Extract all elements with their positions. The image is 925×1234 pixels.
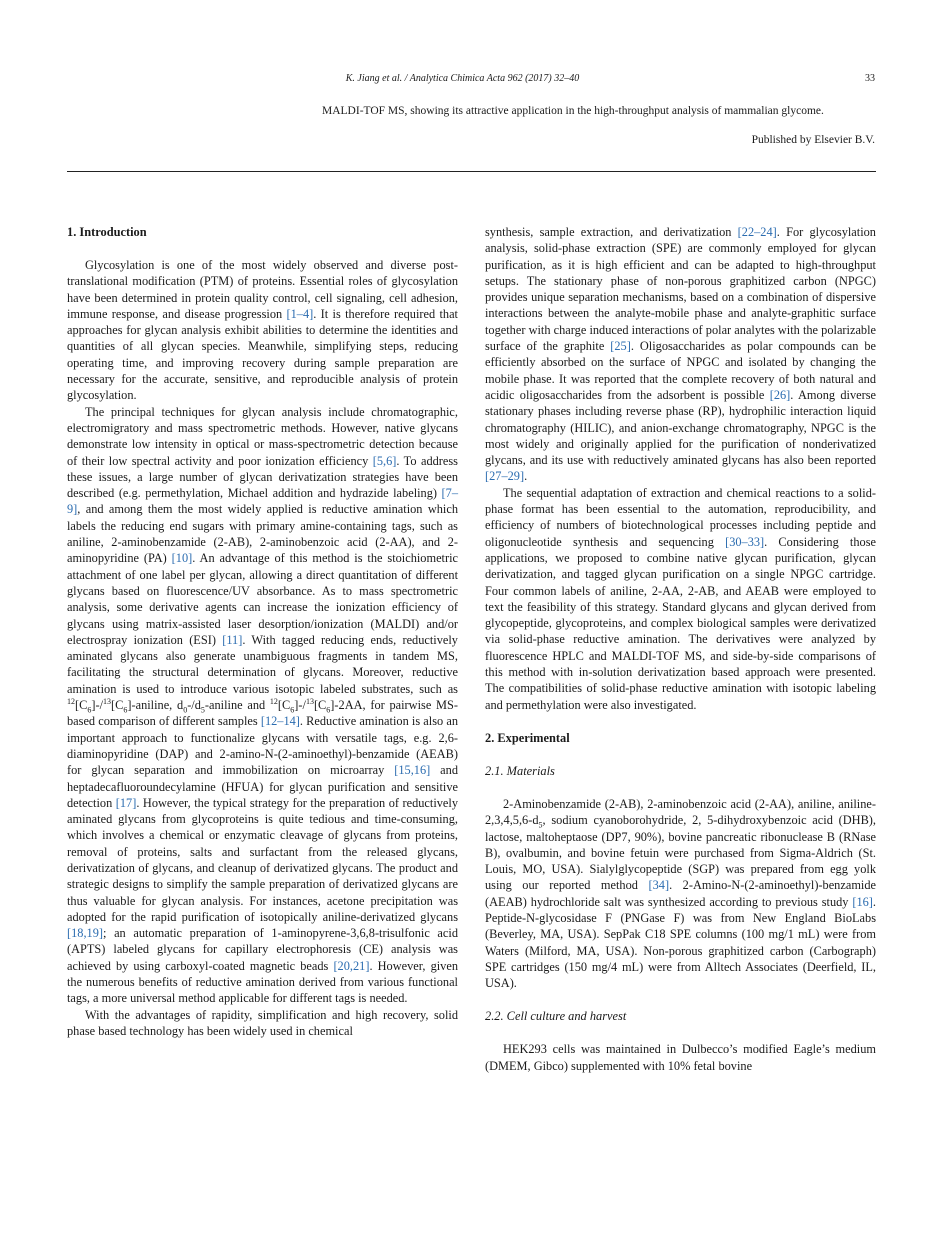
section-heading-experimental: 2. Experimental bbox=[485, 730, 570, 745]
text: -/ bbox=[298, 698, 306, 713]
text: . Reductive amination is also an important approach to functionalize glycans with versatile tags, e.g. 2,6-diaminopyridine (DAP) and 2-amino-N-(2-aminoethyl)-benzamide (AEAB) for glycan separation and immobilization on microarray bbox=[67, 714, 458, 778]
publisher-note: Published by Elsevier B.V. bbox=[751, 134, 875, 146]
subscript: 6 bbox=[326, 705, 331, 715]
superscript: 13 bbox=[103, 696, 112, 706]
citation-link[interactable]: [11] bbox=[222, 632, 243, 647]
abstract-tail: MALDI-TOF MS, showing its attractive application in the high-throughput analysis of mammalian glycome. bbox=[322, 105, 824, 117]
citation-link[interactable]: [16] bbox=[852, 894, 873, 909]
text: . 2-Amino-N-(2-aminoethyl)-benzamide (AEAB) hydrochloride salt was synthesized according to previous study bbox=[485, 878, 876, 909]
citation-link[interactable]: [30–33] bbox=[725, 534, 765, 549]
text: [C bbox=[75, 698, 88, 713]
text: The principal techniques for glycan analysis include chromatographic, electromigratory and mass spectrometric methods. However, native glycans demonstrate low intensity in optical or mass-spectrometric detection because of their low spectral activity and poor ionization efficiency bbox=[67, 404, 458, 468]
text: . To address these issues, a large number of glycan derivatization strategies have been described (e.g. permethylation, Michael addition and hydrazide labeling) bbox=[67, 453, 458, 501]
citation-link[interactable]: [22–24] bbox=[737, 225, 777, 239]
text: . With tagged reducing ends, reductively aminated glycans also generate unambiguous fragments in tandem MS, facilitating the structural determination of glycans. Moreover, reductive amination is used to introduce various isotopic labeled substrates, such as bbox=[67, 632, 458, 696]
text: [C bbox=[313, 698, 327, 713]
citation-link[interactable]: [18,19] bbox=[67, 926, 103, 941]
citation-link[interactable]: [27–29] bbox=[485, 469, 525, 484]
text: [C bbox=[277, 698, 291, 713]
text: ] bbox=[91, 698, 96, 713]
subscript: 0 bbox=[183, 705, 188, 715]
subscript: 5 bbox=[200, 705, 205, 715]
text: Glycosylation is one of the most widely observed and diverse post-translational modification (PTM) of proteins. Essential roles of glycosylation have been determined in protein quality control, cell signaling, cell adhesion, immune response, and disease progression bbox=[67, 258, 458, 321]
text: . Among diverse stationary phases including reverse phase (RP), hydrophilic interaction liquid chromatography (HILIC), and anion-exchange chromatography, NPGC is the most widely and originally applied for the purification of nonderivatized glycans, and its use with reductively aminated glycans has also been reported bbox=[485, 387, 876, 468]
text: , and among them the most widely applied is reductive amination which labels the reducing end sugars with primary amine-containing tags, such as aniline, 2-aminobenzamide (2-AB), 2-aminobenzoic acid (2-AA), and 2-aminopyridine (PA) bbox=[67, 502, 458, 566]
superscript: 12 bbox=[269, 696, 278, 706]
text: . Considering those applications, we proposed to combine native glycan purification, glycan derivatization, and tagged glycan purification on a single NPGC cartridge. Four common labels of aniline, 2-AA, 2-AB, and AEAB were employed to text the feasibility of this strategy. Standard glycans and glycan derived from glycopeptide, glycoproteins, and complex biological samples were derivatized via solid-phase reductive amination. The derivatives were analyzed by fluorescence HPLC and MALDI-TOF MS, and side-by-side comparisons of this method with in-solution derivatization based approach were presented. The compatibilities of solid-phase reductive amination with isotopic labeling and permethylation were also investigated. bbox=[485, 534, 876, 712]
text: -aniline and bbox=[204, 698, 270, 713]
text: synthesis, sample extraction, and derivatization bbox=[485, 225, 738, 239]
text: ; an automatic preparation of 1-aminopyrene-3,6,8-trisulfonic acid (APTS) labeled glycans for capillary electrophoresis (CE) analysis was achieved by using carboxyl-coated magnetic beads bbox=[67, 926, 458, 973]
header-divider bbox=[67, 171, 876, 172]
materials-paragraph bbox=[485, 796, 876, 992]
text: ] bbox=[127, 698, 132, 713]
citation-link[interactable]: [15,16] bbox=[394, 763, 431, 778]
citation-link[interactable]: [26] bbox=[769, 387, 791, 402]
subsection-heading-materials: 2.1. Materials bbox=[485, 763, 555, 778]
subscript: 5 bbox=[538, 820, 543, 830]
left-column bbox=[67, 224, 458, 1039]
citation-link[interactable]: [1–4] bbox=[286, 306, 314, 321]
text: ] bbox=[294, 698, 299, 713]
subscript: 6 bbox=[290, 705, 295, 715]
text: -/ bbox=[95, 698, 104, 713]
text: , sodium cyanoborohydride, 2, 5-dihydroxybenzoic acid (DHB), lactose, maltoheptaose (DP7, 90%), bovine pancreatic ribonuclease B (RNase B), ovalbumin, and bovine fetuin were purchased from Sigma-Aldrich (St. Louis, MO, USA). Sialylglycopeptide (SGP) was prepared from egg yolk using our reported method bbox=[485, 813, 876, 893]
text: . bbox=[524, 469, 528, 484]
text: [C bbox=[111, 698, 124, 713]
subscript: 6 bbox=[123, 705, 128, 715]
intro-paragraph-4 bbox=[485, 485, 876, 713]
intro-paragraph-1 bbox=[67, 257, 458, 404]
superscript: 13 bbox=[305, 696, 314, 706]
citation-link[interactable]: [12–14] bbox=[260, 714, 300, 729]
text: The sequential adaptation of extraction and chemical reactions to a solid-phase format has been essential to the automation, reproducibility, and efficiency of numbers of biotechnological processes including peptide and oligonucleotide synthesis and sequencing bbox=[485, 485, 876, 549]
subsection-heading-cell-culture: 2.2. Cell culture and harvest bbox=[485, 1009, 627, 1024]
text: -2AA, for pairwise MS-based comparison of different samples bbox=[67, 698, 458, 729]
text: ] bbox=[330, 698, 335, 713]
citation-link[interactable]: [5,6] bbox=[372, 453, 397, 468]
intro-paragraph-2 bbox=[67, 404, 458, 1007]
intro-paragraph-3-continued bbox=[485, 224, 876, 485]
text: and heptadecafluoroundecylamine (HFUA) for glycan purification and sensitive detection bbox=[67, 763, 458, 810]
citation-link[interactable]: [10] bbox=[171, 551, 193, 566]
citation-link[interactable]: [20,21] bbox=[333, 958, 370, 973]
citation-link[interactable]: [34] bbox=[648, 878, 670, 893]
text: 2-Aminobenzamide (2-AB), 2-aminobenzoic acid (2-AA), aniline, aniline-2,3,4,5,6-d bbox=[485, 796, 876, 828]
page-number: 33 bbox=[865, 73, 875, 84]
cell-culture-paragraph: HEK293 cells was maintained in Dulbecco’s modified Eagle’s medium (DMEM, Gibco) supplemented with 10% fetal bovine bbox=[485, 1042, 876, 1073]
superscript: 12 bbox=[67, 696, 75, 706]
text: . However, the typical strategy for the preparation of reductively aminated glycans from glycoproteins is quite tedious and time-consuming, which involves a chemical or enzymatic cleavage of glycans from proteins, removal of proteins, salts and surfactant from the released glycans, derivatization of glycans, and cleanup of derivatized glycans. The product and strategic designs to simplify the sample preparation of derivatized glycans are thus valuable for glycan analysis. For instances, acetone precipitation was adopted for the rapid purification of isotopically aniline-derivatized glycans bbox=[67, 795, 459, 924]
text: . For glycosylation analysis, solid-phase extraction (SPE) are commonly employed for glycan purification, as it is high efficient and can be adapted to high-throughput setups. The stationary phase of non-porous graphitized carbon (NPGC) provides unique separation mechanisms, based on a combination of dispersive interactions between the analyte-mobile phase and analyte-graphitic surface together with charge induced interactions of polar analytes with the polarizable surface of the graphite bbox=[485, 225, 876, 354]
running-title: K. Jiang et al. / Analytica Chimica Acta 962 (2017) 32–40 bbox=[345, 73, 580, 84]
text: . An advantage of this method is the stoichiometric attachment of one label per glycan, allowing a direct quantitation of different glycans based on fluorescence/UV absorbance. As to mass spectrometric analysis, some derivative agents can increase the ionization efficiency of glycans using matrix-assisted laser desorption/ionization (MALDI) and/or electrospray ionization (ESI) bbox=[67, 551, 459, 647]
section-heading-introduction: 1. Introduction bbox=[67, 225, 147, 239]
text: . It is therefore required that approaches for glycan analysis exhibit abilities to determine the identities and quantities of all glycan species. Meanwhile, simplifying steps, reducing operating time, and improving recovery during sample preparation are necessary for the accurate, sensitive, and reproducible analysis of protein glycosylation. bbox=[67, 306, 458, 403]
text: -/d bbox=[187, 698, 201, 713]
right-column bbox=[485, 224, 876, 1074]
citation-link[interactable]: [7–9] bbox=[67, 486, 458, 517]
citation-link[interactable]: [25] bbox=[610, 339, 631, 354]
citation-link[interactable]: [17] bbox=[115, 795, 137, 810]
text: . Peptide-N-glycosidase F (PNGase F) was from New England BioLabs (Beverley, MA, USA). SepPak C18 SPE columns (100 mg/1 mL) were from Waters (Milford, MA, USA). Non-porous graphitized carbon (Carbograph) SPE cartridges (150 mg/4 mL) were from Alltech Associates (Deerfield, IL, USA). bbox=[485, 894, 876, 991]
text: . However, given the numerous benefits of reductive amination derived from various functional tags, a more universal method applicable for different tags is needed. bbox=[67, 958, 458, 1006]
text: -aniline, d bbox=[131, 698, 184, 713]
text: . Oligosaccharides as polar compounds can be efficiently absorbed on the surface of NPGC and isolated by changing the mobile phase. It was reported that the complete recovery of both natural and acidic oligosaccharides from the adsorbent is possible bbox=[485, 339, 876, 402]
subscript: 6 bbox=[87, 705, 92, 715]
intro-paragraph-3: With the advantages of rapidity, simplification and high recovery, solid phase based technology has been widely used in chemical bbox=[67, 1007, 458, 1038]
